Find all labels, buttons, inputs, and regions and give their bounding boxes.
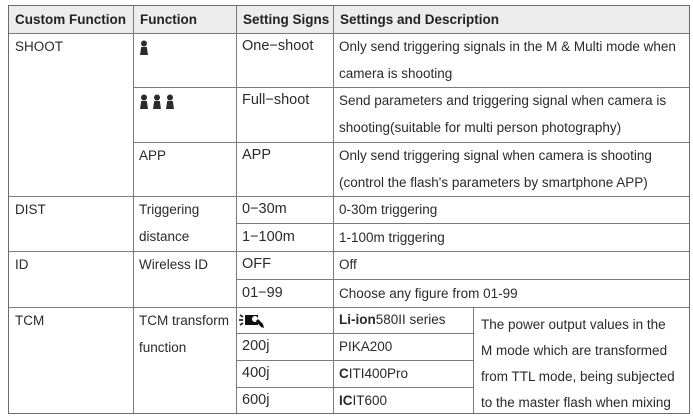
sign-flash-icon: [236, 306, 267, 333]
header-function: Function: [140, 12, 197, 27]
id-label: ID: [15, 257, 29, 272]
tcm-desc-3: from TTL mode, being subjected: [481, 369, 675, 384]
model-citi-bold: C: [339, 366, 349, 381]
tcm-desc-4: to the master flash when mixing: [481, 395, 671, 410]
desc-1-100m: 1-100m triggering: [339, 230, 445, 245]
model-li-ion-rest: 580II series: [375, 312, 446, 327]
sign-one-shoot: One−shoot: [242, 38, 314, 54]
sign-app: APP: [242, 147, 272, 163]
header-setting-signs: Setting Signs: [243, 12, 330, 27]
desc-app-2: (control the flash's parameters by smartphone APP): [339, 175, 648, 190]
desc-full-shoot-2: shooting(suitable for multi person photography): [339, 120, 622, 135]
id-function: Wireless ID: [139, 257, 209, 272]
tcm-desc-2: M mode which are transformed: [481, 343, 668, 358]
tcm-function-2: function: [139, 340, 187, 355]
model-icit600: [333, 387, 387, 414]
divider: [236, 223, 689, 224]
model-citi400pro: [333, 360, 408, 387]
sign-600j: 600j: [242, 392, 270, 408]
model-citi-rest: ITI400Pro: [348, 366, 409, 381]
single-person-icon: [139, 40, 149, 55]
model-icit-rest: IT600: [352, 393, 388, 408]
tcm-function-1: TCM transform: [139, 313, 230, 328]
header-custom-function: Custom Function: [15, 12, 126, 27]
desc-app-1: Only send triggering signal when camera is shooting: [339, 148, 652, 163]
flash-transform-icon: [239, 311, 267, 329]
three-persons-icon: [139, 94, 177, 109]
model-pika200: PIKA200: [339, 339, 393, 354]
sign-200j: 200j: [242, 338, 270, 354]
model-li-ion-bold: Li-ion: [339, 312, 376, 327]
desc-0-30m: 0-30m triggering: [339, 202, 438, 217]
sign-1-100m: 1−100m: [242, 229, 295, 245]
sign-01-99: 01−99: [242, 285, 283, 301]
desc-full-shoot-1: Send parameters and triggering signal when camera is: [339, 93, 667, 108]
dist-function-2: distance: [139, 229, 190, 244]
function-three-persons: [133, 87, 177, 114]
header-settings-description: Settings and Description: [340, 12, 500, 27]
sign-off: OFF: [242, 256, 271, 272]
custom-function-table: [8, 5, 690, 414]
model-li-ion: [333, 306, 446, 333]
divider: [473, 307, 474, 413]
table-header: [9, 6, 689, 33]
tcm-desc-1: The power output values in the: [481, 317, 666, 332]
sign-full-shoot: Full−shoot: [242, 92, 310, 108]
tcm-label: TCM: [15, 313, 45, 328]
dist-function-1: Triggering: [139, 202, 200, 217]
shoot-label: SHOOT: [15, 39, 64, 54]
dist-label: DIST: [15, 202, 46, 217]
sign-0-30m: 0−30m: [242, 201, 287, 217]
desc-off: Off: [339, 257, 357, 272]
desc-01-99: Choose any figure from 01-99: [339, 286, 518, 301]
desc-one-shoot-2: camera is shooting: [339, 66, 453, 81]
sign-400j: 400j: [242, 365, 270, 381]
function-app: APP: [139, 148, 167, 163]
model-icit-bold: IC: [339, 393, 353, 408]
function-single-person: [133, 33, 149, 60]
desc-one-shoot-1: Only send triggering signals in the M & Multi mode when: [339, 39, 676, 54]
